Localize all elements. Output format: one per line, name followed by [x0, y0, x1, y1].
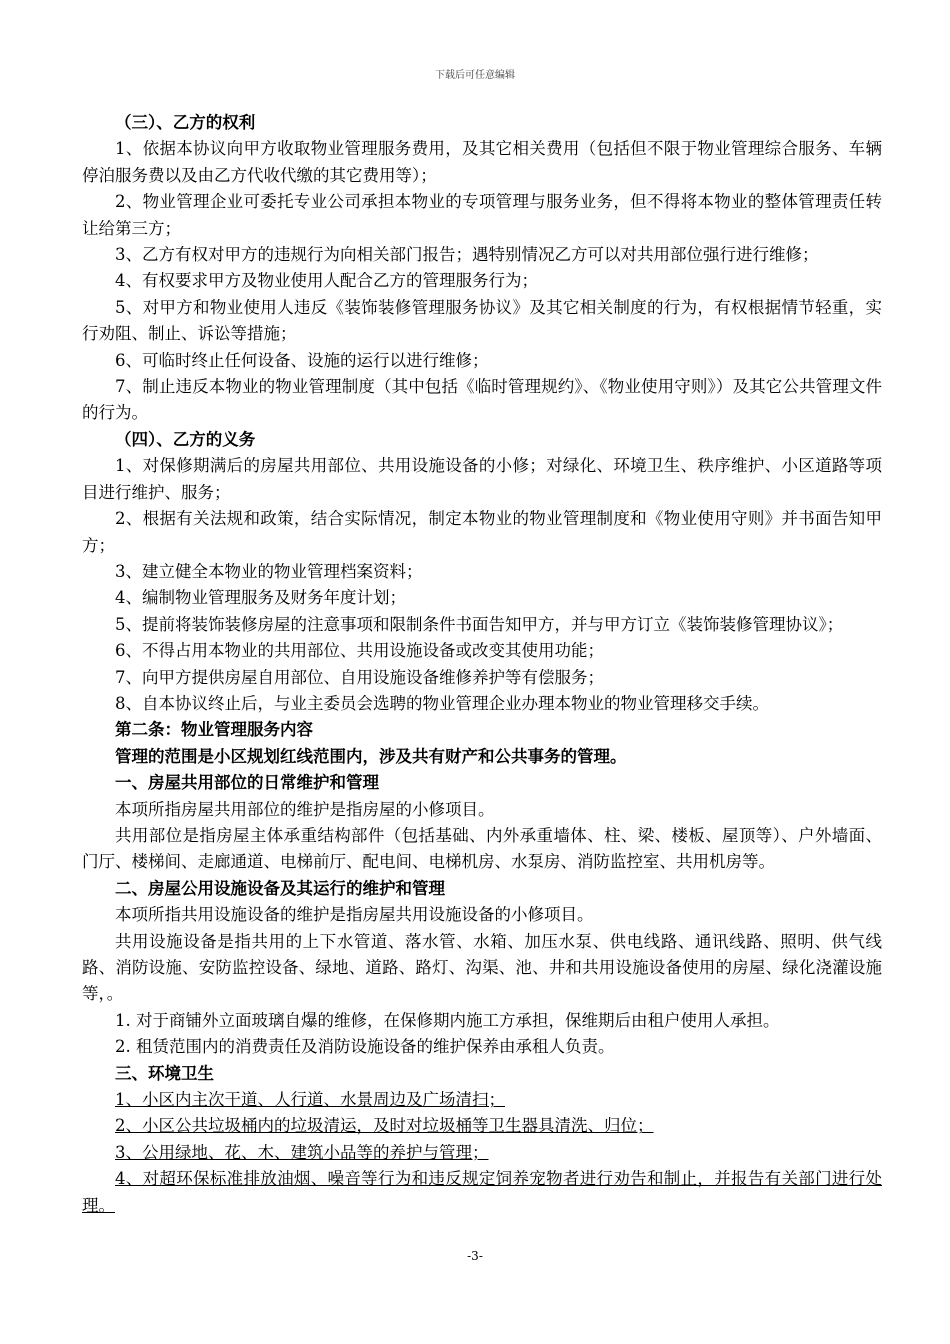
underlined-text: 4、对超环保标准排放油烟、噪音等行为和违反规定饲养宠物者进行劝告和制止，并报告有关部门进行处理。 — [82, 1169, 882, 1215]
paragraph: 7、制止违反本物业的物业管理制度（其中包括《临时管理规约》、《物业使用守则》）及其它公共管理文件的行为。 — [82, 377, 882, 423]
underlined-item — [82, 1087, 882, 1113]
underlined-item — [82, 1166, 882, 1219]
paragraph: 5、对甲方和物业使用人违反《装饰装修管理服务协议》及其它相关制度的行为，有权根据情节轻重，实行劝阻、制止、诉讼等措施； — [82, 297, 882, 344]
paragraph: 1. 对于商铺外立面玻璃自爆的维修，在保修期内施工方承担，保维期后由租户使用人承担。 — [115, 1010, 780, 1030]
section-heading-environment: 三、环境卫生 — [115, 1063, 214, 1083]
underlined-item — [82, 1113, 882, 1139]
underlined-item — [82, 1140, 882, 1166]
paragraph: 2、根据有关法规和政策，结合实际情况，制定本物业的物业管理制度和《物业使用守则》并书面告知甲方； — [82, 509, 882, 555]
paragraph: 1、对保修期满后的房屋共用部位、共用设施设备的小修；对绿化、环境卫生、秩序维护、小区道路等项目进行维护、服务； — [82, 456, 882, 502]
paragraph: 本项所指房屋共用部位的维护是指房屋的小修项目。 — [115, 799, 495, 819]
paragraph: 共用部位是指房屋主体承重结构部件（包括基础、内外承重墙体、柱、梁、楼板、屋顶等）、户外墙面、门厅、楼梯间、走廊通道、电梯前厅、配电间、电梯机房、水泵房、消防监控室、共用机房等。 — [82, 825, 882, 872]
paragraph: 3、乙方有权对甲方的违规行为向相关部门报告；遇特别情况乙方可以对共用部位强行进行维修； — [115, 245, 819, 265]
paragraph: 4、编制物业管理服务及财务年度计划； — [115, 588, 406, 608]
paragraph: 共用设施设备是指共用的上下水管道、落水管、水箱、加压水泵、供电线路、通讯线路、照明、供气线路、消防设施、安防监控设备、绿地、道路、路灯、沟渠、池、井和共用设施设备使用的房屋、绿化浇灌设施等，。 — [82, 931, 882, 1004]
section-heading-shared-facilities: 二、房屋公用设施设备及其运行的维护和管理 — [115, 878, 445, 898]
paragraph: 4、有权要求甲方及物业使用人配合乙方的管理服务行为； — [115, 271, 538, 291]
section-heading-party-b-obligations: （四）、乙方的义务 — [115, 429, 256, 449]
paragraph: 1、依据本协议向甲方收取物业管理服务费用，及其它相关费用（包括但不限于物业管理综合服务、车辆停泊服务费以及由乙方代收代缴的其它费用等）； — [82, 139, 882, 185]
underlined-text: 1、小区内主次干道、人行道、水景周边及广场清扫； — [115, 1090, 505, 1110]
paragraph: 本项所指共用设施设备的维护是指房屋共用设施设备的小修项目。 — [115, 905, 594, 925]
underlined-text: 2、小区公共垃圾桶内的垃圾清运，及时对垃圾桶等卫生器具清洗、归位； — [115, 1116, 654, 1136]
page-number: -3- — [467, 1249, 483, 1263]
management-scope-statement: 管理的范围是小区规划红线范围内，涉及共有财产和公共事务的管理。 — [115, 746, 627, 766]
article-heading-service-content: 第二条：物业管理服务内容 — [115, 720, 313, 740]
section-heading-party-b-rights: （三）、乙方的权利 — [115, 113, 256, 132]
paragraph: 2、物业管理企业可委托专业公司承担本物业的专项管理与服务业务，但不得将本物业的整体管理责任转让给第三方； — [82, 192, 882, 238]
paragraph: 5、提前将装饰装修房屋的注意事项和限制条件书面告知甲方，并与甲方订立《装饰装修管理协议》； — [115, 614, 844, 634]
paragraph: 8、自本协议终止后，与业主委员会选聘的物业管理企业办理本物业的物业管理移交手续。 — [115, 693, 769, 713]
paragraph: 6、不得占用本物业的共用部位、共用设施设备或改变其使用功能； — [115, 641, 604, 661]
paragraph: 3、建立健全本物业的物业管理档案资料； — [115, 561, 423, 581]
paragraph: 2. 租赁范围内的消费责任及消防设施设备的维护保养由承租人负责。 — [115, 1037, 615, 1057]
page-header: 下载后可任意编辑 — [435, 70, 515, 81]
paragraph: 7、向甲方提供房屋自用部位、自用设施设备维修养护等有偿服务； — [115, 667, 604, 687]
document-body — [82, 110, 882, 1219]
paragraph: 6、可临时终止任何设备、设施的运行以进行维修； — [115, 350, 489, 370]
underlined-text: 3、公用绿地、花、木、建筑小品等的养护与管理； — [115, 1142, 489, 1162]
section-heading-shared-parts: 一、房屋共用部位的日常维护和管理 — [115, 773, 379, 793]
